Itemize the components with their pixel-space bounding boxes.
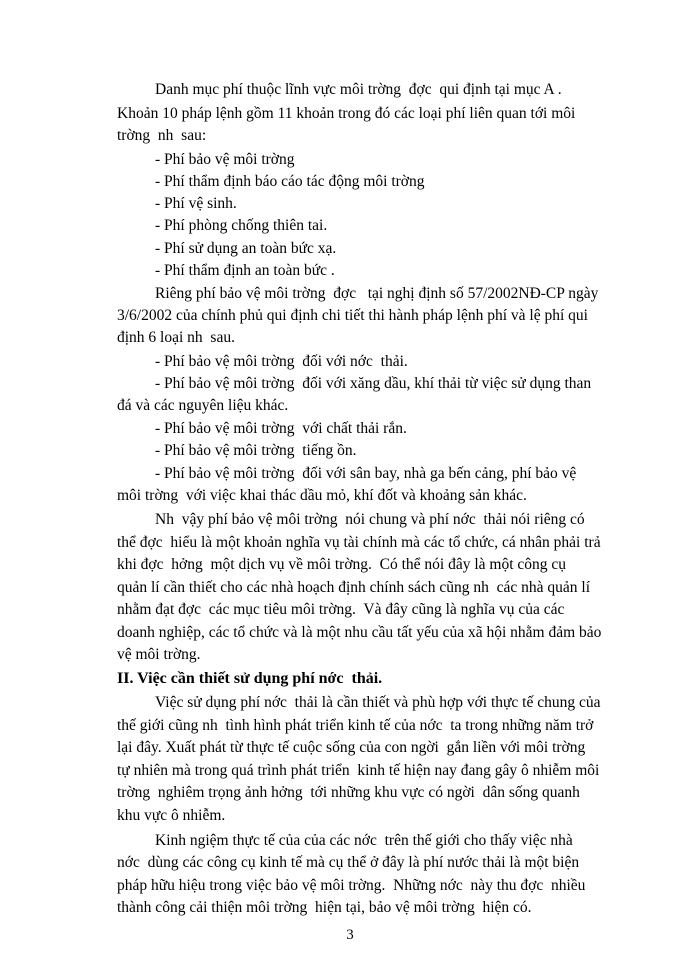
list-1-item-5: - Phí sử dụng an toàn bức xạ. xyxy=(155,240,337,257)
paragraph-1-line-1: Danh mục phí thuộc lĩnh vực môi trờng đợc qui định tại mục A . xyxy=(155,81,562,98)
paragraph-1-line-3: trờng nh sau: xyxy=(117,127,207,144)
paragraph-3-line-3: khi đợc hởng một dịch vụ về môi trờng. Có thể nói đây là một công cụ xyxy=(117,556,567,573)
list-1-item-2: - Phí thẩm định báo cáo tác động môi trờng xyxy=(155,173,425,190)
paragraph-2-line-1: Riêng phí bảo vệ môi trờng đợc tại nghị định số 57/2002NĐ-CP ngày xyxy=(155,285,599,302)
paragraph-5-line-3: pháp hữu hiệu trong việc bảo vệ môi trờng. Những nớc này thu đợc nhiều xyxy=(117,877,586,894)
page-number: 3 xyxy=(346,927,354,943)
paragraph-4-line-5: trờng nghiêm trọng ảnh hởng tới những khu vực có ngời dân sống quanh xyxy=(117,784,580,801)
paragraph-1-line-2: Khoản 10 pháp lệnh gồm 11 khoản trong đó các loại phí liên quan tới môi xyxy=(117,105,576,122)
list-2-item-5-line-1: - Phí bảo vệ môi trờng đối với sân bay, nhà ga bến cảng, phí bảo vệ xyxy=(155,465,577,482)
paragraph-5-line-4: thành công cải thiện môi trờng hiện tại, bảo vệ môi trờng hiện có. xyxy=(117,899,532,916)
paragraph-4-line-4: tự nhiên mà trong quá trình phát triển kinh tế hiện nay đang gây ô nhiễm môi xyxy=(117,762,600,779)
paragraph-3-line-4: quản lí cần thiết cho các nhà hoạch định chính sách cũng nh các nhà quản lí xyxy=(117,579,591,596)
paragraph-3-line-2: thể đợc hiểu là một khoản nghĩa vụ tài chính mà các tổ chức, cá nhân phải trả xyxy=(117,534,601,551)
paragraph-4-line-6: khu vực ô nhiễm. xyxy=(117,807,226,824)
paragraph-4-line-3: lại đây. Xuất phát từ thực tế cuộc sống của con ngời gắn liền với môi trờng xyxy=(117,739,586,756)
paragraph-4-line-1: Việc sử dụng phí nớc thải là cần thiết và phù hợp với thực tế chung của xyxy=(155,694,601,711)
paragraph-2-line-2: 3/6/2002 của chính phủ qui định chi tiết thi hành pháp lệnh phí và lệ phí qui xyxy=(117,307,588,324)
paragraph-5-line-1: Kinh ngiệm thực tế của của các nớc trên thế giới cho thấy việc nhà xyxy=(155,832,573,849)
list-2-item-2-line-2: đá và các nguyên liệu khác. xyxy=(117,397,289,414)
paragraph-5-line-2: nớc dùng các công cụ kinh tế mà cụ thể ở đây là phí nước thải là một biện xyxy=(117,854,580,871)
list-1-item-4: - Phí phòng chống thiên tai. xyxy=(155,217,328,234)
list-2-item-4: - Phí bảo vệ môi trờng tiếng ồn. xyxy=(155,442,357,459)
section-heading: II. Việc cần thiết sử dụng phí nớc thải. xyxy=(117,670,383,687)
paragraph-3-line-5: nhằm đạt đợc các mục tiêu môi trờng. Và đây cũng là nghĩa vụ của các xyxy=(117,601,565,618)
list-2-item-1: - Phí bảo vệ môi trờng đối với nớc thải. xyxy=(155,353,408,370)
list-1-item-3: - Phí vệ sinh. xyxy=(155,195,237,212)
list-1-item-1: - Phí bảo vệ môi trờng xyxy=(155,151,295,168)
paragraph-3-line-1: Nh vậy phí bảo vệ môi trờng nói chung và phí nớc thải nói riêng có xyxy=(155,511,585,528)
paragraph-3-line-6: doanh nghiệp, các tổ chức và là một nhu cầu tất yếu của xã hội nhằm đảm bảo xyxy=(117,624,602,641)
paragraph-4-line-2: thế giới cũng nh tình hình phát triển kinh tế của nớc ta trong những năm trở xyxy=(117,717,594,734)
list-2-item-5-line-2: môi trờng với việc khai thác dầu mỏ, khí đốt và khoảng sản khác. xyxy=(117,487,527,504)
paragraph-3-line-7: vệ môi trờng. xyxy=(117,646,201,663)
list-2-item-2-line-1: - Phí bảo vệ môi trờng đối với xăng dầu, khí thải từ việc sử dụng than xyxy=(155,375,592,392)
list-2-item-3: - Phí bảo vệ môi trờng với chất thải rắn. xyxy=(155,420,407,437)
list-1-item-6: - Phí thẩm định an toàn bức . xyxy=(155,262,335,279)
paragraph-2-line-3: định 6 loại nh sau. xyxy=(117,329,235,346)
